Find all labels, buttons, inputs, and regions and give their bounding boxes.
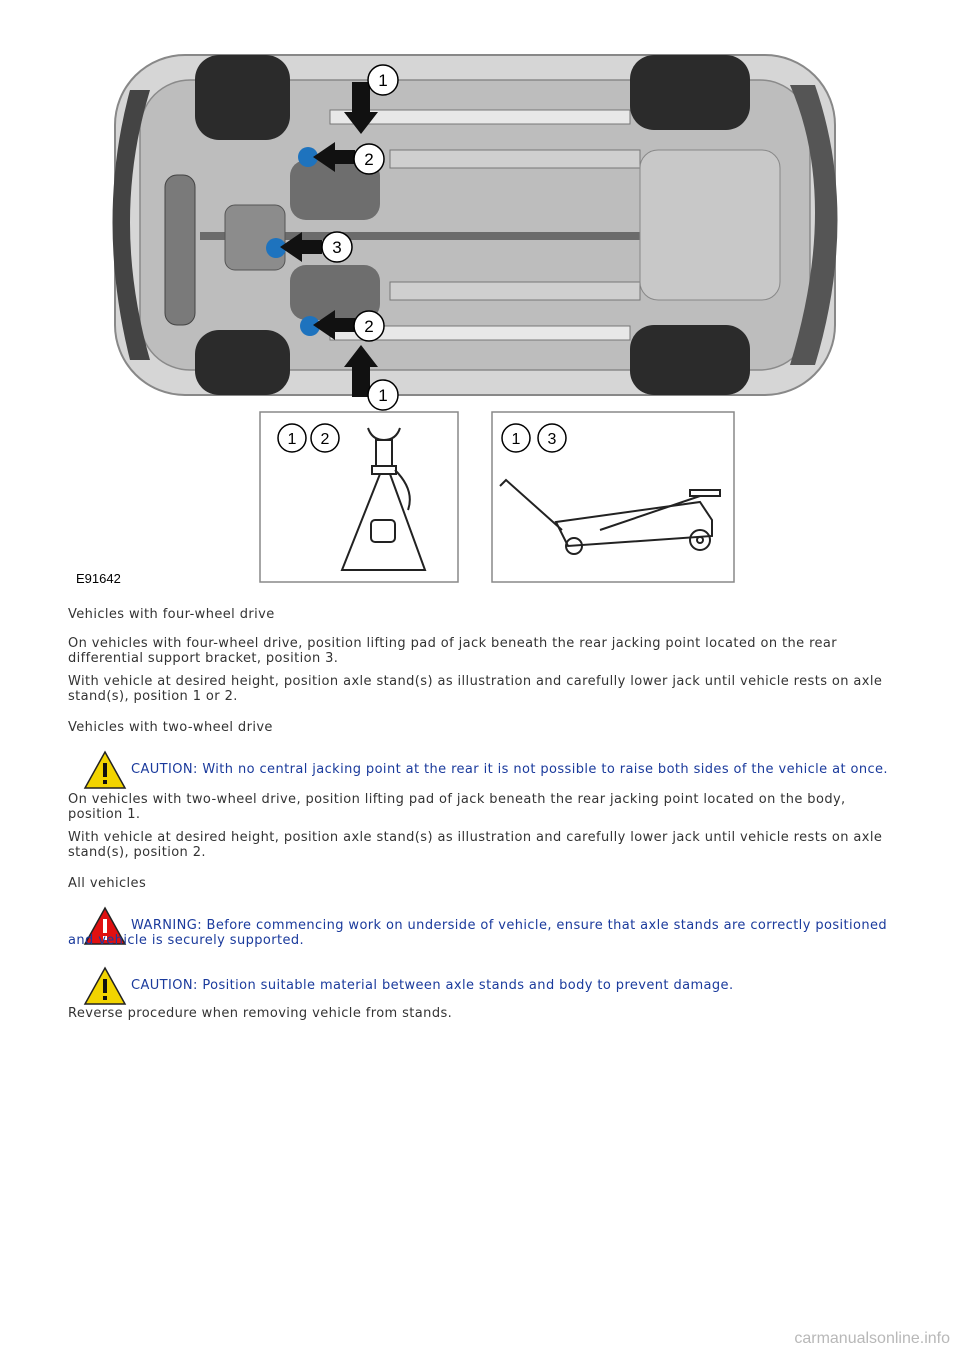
callout-label: 1 (378, 71, 388, 90)
warning-text-underside: WARNING: Before commencing work on underside of vehicle, ensure that axle stands are correctly positioned and vehicle is securely supported. (68, 918, 888, 948)
heading-four-wheel-drive: Vehicles with four-wheel drive (68, 607, 275, 622)
callout-circle (322, 232, 352, 262)
heading-all-vehicles: All vehicles (68, 876, 147, 891)
inset-label: 1 (287, 431, 297, 448)
caution-icon (83, 750, 127, 790)
caution-text-material: CAUTION: Position suitable material between axle stands and body to prevent damage. (131, 978, 734, 993)
inset-label: 1 (511, 431, 521, 448)
inset-label: 2 (320, 431, 330, 448)
underbody-illustration (0, 0, 960, 590)
callout-label: 1 (378, 386, 388, 405)
callout-circle (354, 144, 384, 174)
callout-circle (368, 380, 398, 410)
inset-label: 3 (547, 431, 557, 448)
heading-two-wheel-drive: Vehicles with two-wheel drive (68, 720, 273, 735)
callout-circle (354, 311, 384, 341)
watermark: carmanualsonline.info (794, 1330, 950, 1347)
inset-axle-stand (260, 412, 458, 582)
paragraph-4wd-stand: With vehicle at desired height, position axle stand(s) as illustration and carefully lower jack until vehicle rests on axle stand(s), position 1 or 2. (68, 674, 883, 704)
callout-label: 2 (364, 150, 374, 169)
figure-id: E91642 (76, 571, 121, 586)
paragraph-reverse-procedure: Reverse procedure when removing vehicle from stands. (68, 1006, 453, 1021)
caution-icon (83, 966, 127, 1006)
paragraph-2wd-jack: On vehicles with two-wheel drive, position lifting pad of jack beneath the rear jacking point located on the body, position 1. (68, 792, 846, 822)
paragraph-2wd-stand: With vehicle at desired height, position axle stand(s) as illustration and carefully lower jack until vehicle rests on axle stand(s), position 2. (68, 830, 883, 860)
paragraph-4wd-jack: On vehicles with four-wheel drive, position lifting pad of jack beneath the rear jacking point located on the rear differential support bracket, position 3. (68, 636, 838, 666)
callout-circle (368, 65, 398, 95)
callout-label: 2 (364, 317, 374, 336)
callout-label: 3 (332, 238, 342, 257)
caution-text-central-jacking: CAUTION: With no central jacking point at the rear it is not possible to raise both sides of the vehicle at once. (131, 762, 888, 777)
inset-trolley-jack (492, 412, 734, 582)
